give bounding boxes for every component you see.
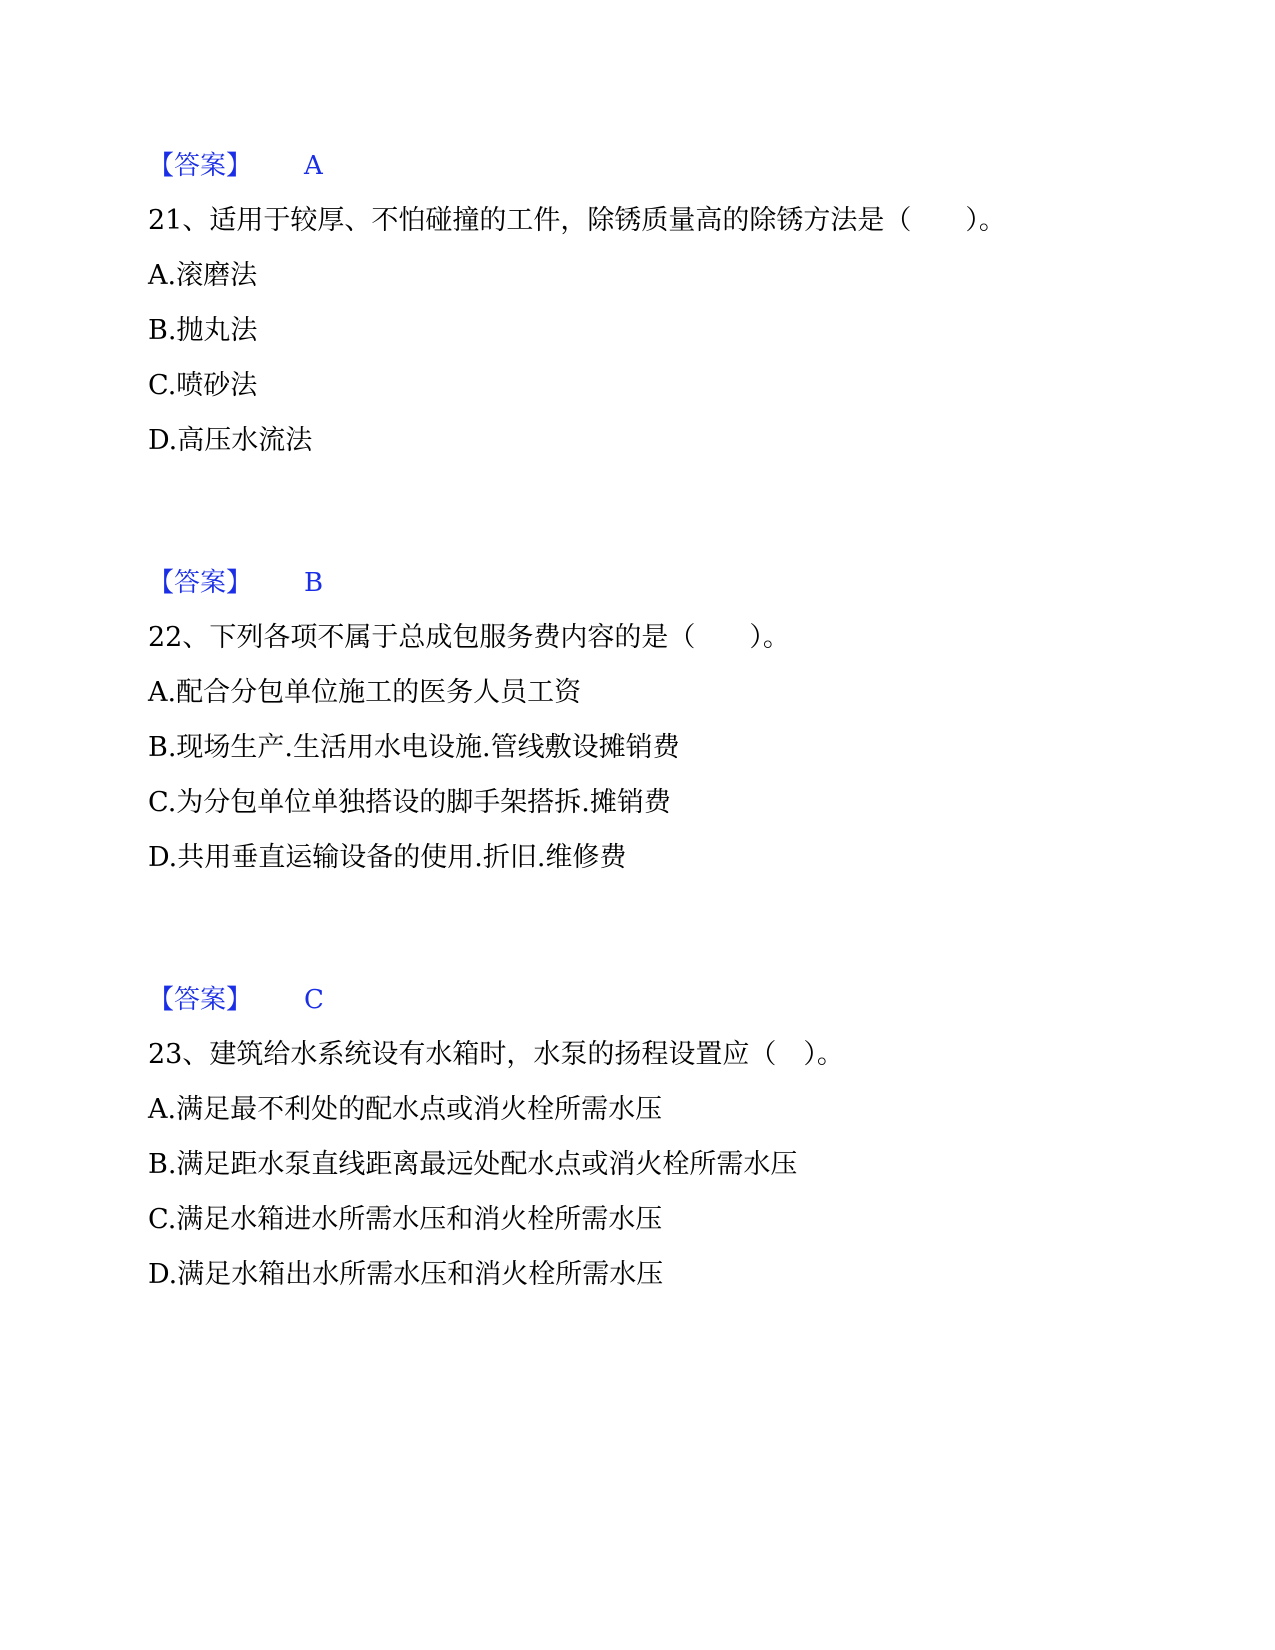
option-c: C.喷砂法 xyxy=(148,370,258,401)
option-b: B.现场生产.生活用水电设施.管线敷设摊销费 xyxy=(148,732,680,763)
option-c: C.为分包单位单独搭设的脚手架搭拆.摊销费 xyxy=(148,787,671,818)
option-a: A.配合分包单位施工的医务人员工资 xyxy=(148,677,582,708)
answer-line-22 xyxy=(148,565,323,601)
answer-label: 【答案】 xyxy=(148,568,253,598)
answer-line-23 xyxy=(148,982,324,1018)
option-b: B.满足距水泵直线距离最远处配水点或消火栓所需水压 xyxy=(148,1149,798,1180)
option-d: D.共用垂直运输设备的使用.折旧.维修费 xyxy=(148,842,627,873)
answer-label: 【答案】 xyxy=(148,985,253,1015)
option-d: D.满足水箱出水所需水压和消火栓所需水压 xyxy=(148,1259,664,1290)
answer-value: A xyxy=(304,151,323,181)
question-23: 23、建筑给水系统设有水箱时，水泵的扬程设置应（ ）。 xyxy=(148,1039,844,1070)
option-d: D.高压水流法 xyxy=(148,425,313,456)
answer-label: 【答案】 xyxy=(148,151,253,181)
option-b: B.抛丸法 xyxy=(148,315,258,346)
answer-value: C xyxy=(304,985,324,1015)
question-22: 22、下列各项不属于总成包服务费内容的是（ ）。 xyxy=(148,622,790,653)
option-c: C.满足水箱进水所需水压和消火栓所需水压 xyxy=(148,1204,663,1235)
answer-line-21 xyxy=(148,148,323,184)
answer-value: B xyxy=(304,568,324,598)
question-21: 21、适用于较厚、不怕碰撞的工件，除锈质量高的除锈方法是（ ）。 xyxy=(148,205,1006,236)
option-a: A.满足最不利处的配水点或消火栓所需水压 xyxy=(148,1094,663,1125)
option-a: A.滚磨法 xyxy=(148,260,258,291)
